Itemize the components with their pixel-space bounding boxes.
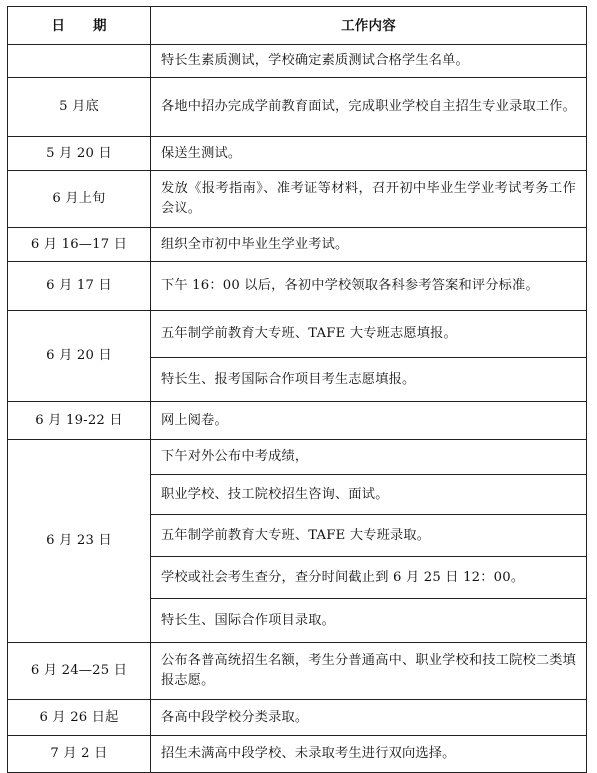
content-cell: 特长生、报考国际合作项目考生志愿填报。: [151, 358, 587, 402]
content-cell: 各地中招办完成学前教育面试，完成职业学校自主招生专业录取工作。: [151, 78, 587, 137]
date-cell: 6 月 19-22 日: [8, 402, 151, 440]
table-header-row: [8, 7, 587, 45]
date-cell: 6 月 20 日: [8, 311, 151, 402]
date-cell: 7 月 2 日: [8, 736, 151, 773]
content-cell: 下午对外公布中考成绩，: [151, 440, 587, 475]
table-row: [8, 262, 587, 311]
header-date: 日期: [8, 7, 151, 45]
schedule-table: [7, 6, 587, 773]
content-cell: 网上阅卷。: [151, 402, 587, 440]
content-cell: 五年制学前教育大专班、TAFE 大专班录取。: [151, 515, 587, 557]
table-row: [8, 137, 587, 171]
table-row: [8, 228, 587, 262]
content-cell: 公布各普高统招生名额，考生分普通高中、职业学校和技工院校二类填报志愿。: [151, 643, 587, 700]
header-content: 工作内容: [151, 7, 587, 45]
table-row: [8, 402, 587, 440]
content-cell: 职业学校、技工院校招生咨询、面试。: [151, 475, 587, 515]
date-cell: 6 月 16—17 日: [8, 228, 151, 262]
table-row: [8, 643, 587, 700]
content-cell: 特长生素质测试，学校确定素质测试合格学生名单。: [151, 45, 587, 78]
date-cell: 5 月 20 日: [8, 137, 151, 171]
content-cell: 发放《报考指南》、准考证等材料，召开初中毕业生学业考试考务工作会议。: [151, 171, 587, 228]
content-cell: 五年制学前教育大专班、TAFE 大专班志愿填报。: [151, 311, 587, 358]
table-row: [8, 700, 587, 736]
table-row: [8, 440, 587, 475]
content-cell: 下午 16：00 以后，各初中学校领取各科参考答案和评分标准。: [151, 262, 587, 311]
content-cell: 招生未满高中段学校、未录取考生进行双向选择。: [151, 736, 587, 773]
date-cell: 6 月 26 日起: [8, 700, 151, 736]
date-cell: 5 月底: [8, 78, 151, 137]
date-cell: 6 月 23 日: [8, 440, 151, 643]
date-cell: [8, 45, 151, 78]
table-row: [8, 311, 587, 358]
table-row: [8, 171, 587, 228]
date-cell: 6 月上旬: [8, 171, 151, 228]
table-row: [8, 45, 587, 78]
date-cell: 6 月 17 日: [8, 262, 151, 311]
content-cell: 组织全市初中毕业生学业考试。: [151, 228, 587, 262]
content-cell: 特长生、国际合作项目录取。: [151, 599, 587, 643]
date-cell: 6 月 24—25 日: [8, 643, 151, 700]
content-cell: 保送生测试。: [151, 137, 587, 171]
table-row: [8, 78, 587, 137]
content-cell: 学校或社会考生查分，查分时间截止到 6 月 25 日 12：00。: [151, 557, 587, 599]
content-cell: 各高中段学校分类录取。: [151, 700, 587, 736]
table-row: [8, 736, 587, 773]
